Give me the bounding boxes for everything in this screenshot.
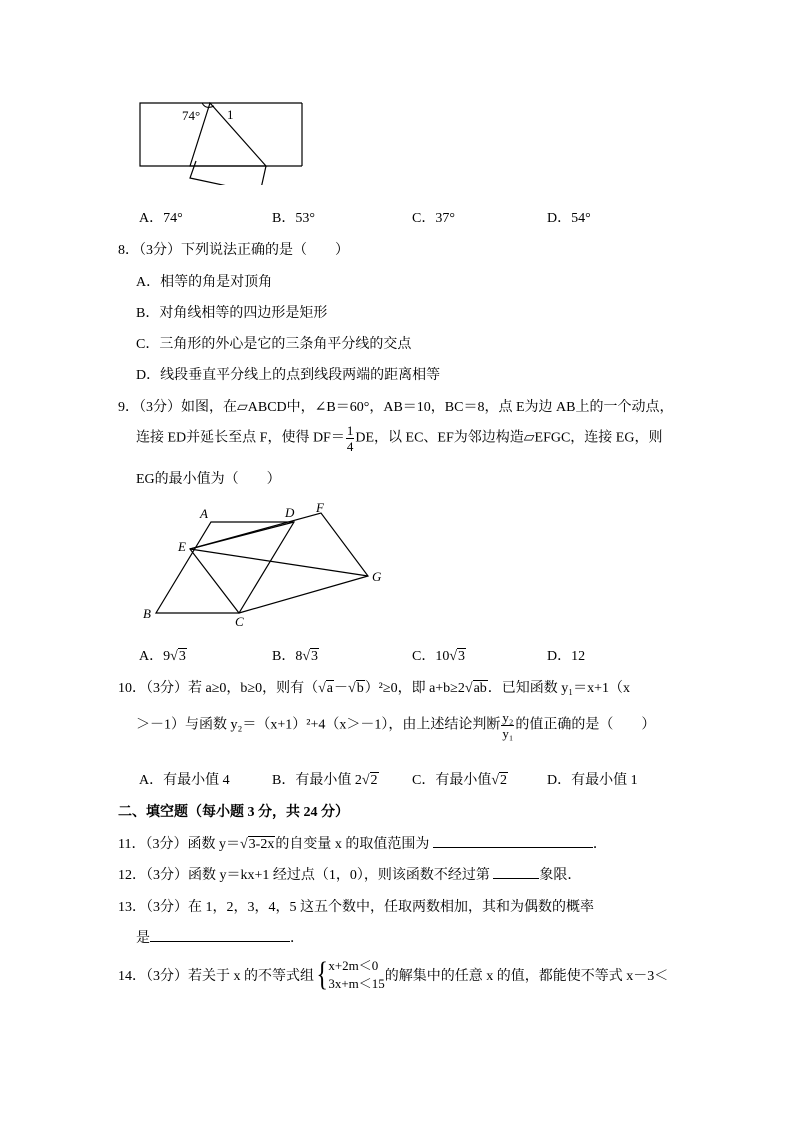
q7-option-c: C．37° <box>412 211 455 226</box>
q14-line: 14．（3分）若关于 x 的不等式组{ x+2m＜0 3x+m＜15 的解集中的任意 x 的值，都能使不等式 x－3＜ <box>118 956 669 993</box>
q10-line2: ＞－1）与函数 y₂＝（x+1）²+4（x＞－1），由上述结论判断 $\frac{\text{y₂}}{\text{y₁}}$ 的值正确的是（ ） <box>136 710 656 741</box>
q14-brace: { <box>316 956 328 993</box>
q10-option-c: C．有最小值√2 <box>412 773 508 788</box>
strip-outline <box>140 103 302 166</box>
q11-answer-blank[interactable] <box>433 833 593 848</box>
q9-line1: 9．（3分）如图，在▱ABCD中，∠B＝60°，AB＝10，BC＝8，点 E为边 AB上的一个动点， <box>118 400 674 415</box>
q11-line: 11．（3分）函数 y＝√3-2x的自变量 x 的取值范围为 ． <box>118 833 607 853</box>
label-g: G <box>372 569 382 584</box>
q12-answer-blank[interactable] <box>493 864 539 879</box>
q10-fraction: $\frac{\text{y₂}}{\text{y₁}}$ <box>502 710 514 741</box>
angle-74-label: 74° <box>182 108 201 123</box>
q7-option-b: B．53° <box>272 211 315 226</box>
q9-option-a: A．9√3 <box>139 649 186 664</box>
q8-option-b: B．对角线相等的四边形是矩形 <box>136 306 328 321</box>
q9-line2-a: 连接 ED并延长至点 F，使得 DF＝ <box>136 430 345 446</box>
folded-flap <box>190 161 266 185</box>
q14-system: x+2m＜0 3x+m＜15 <box>328 958 385 991</box>
segment-eg <box>190 549 368 576</box>
q7-figure <box>130 95 315 185</box>
q7-option-a: A．74° <box>139 211 183 226</box>
label-a: A <box>200 506 208 521</box>
segment-ed <box>190 522 294 549</box>
q8-stem: 8．（3分）下列说法正确的是（ ） <box>118 243 349 258</box>
q10-line1: 10．（3分）若 a≥0，b≥0，则有（√a－√b）²≥0，即 a+b≥2√ab．已知函数 y₁＝x+1（x <box>118 681 631 696</box>
q13-answer-blank[interactable] <box>150 927 290 942</box>
q9-line2-b: DE，以 EC、EF为邻边构造▱EFGC，连接 EG，则 <box>355 430 663 446</box>
q10-option-a: A．有最小值 4 <box>139 773 230 788</box>
label-f: F <box>316 500 324 515</box>
label-b: B <box>143 606 151 621</box>
q10-option-d: D．有最小值 1 <box>547 773 638 788</box>
q9-fraction: $\frac{1}{4}$ <box>346 423 354 454</box>
q9-line3: EG的最小值为（ ） <box>136 472 281 487</box>
q9-line2 <box>136 424 662 453</box>
q8-option-a: A．相等的角是对顶角 <box>136 275 273 290</box>
q8-option-d: D．线段垂直平分线上的点到线段两端的距离相等 <box>136 368 441 383</box>
label-c: C <box>235 614 244 629</box>
q8-option-c: C．三角形的外心是它的三条角平分线的交点 <box>136 337 412 352</box>
q9-option-b: B．8√3 <box>272 649 319 664</box>
q12-line: 12．（3分）函数 y＝kx+1 经过点（1，0），则该函数不经过第 象限． <box>118 864 581 884</box>
q9-figure <box>138 500 398 630</box>
label-e: E <box>178 539 186 554</box>
q7-option-d: D．54° <box>547 211 591 226</box>
q13-line1: 13．（3分）在 1，2，3，4，5 这五个数中，任取两数相加，其和为偶数的概率 <box>118 900 594 915</box>
section2-title: 二、填空题（每小题 3 分，共 24 分） <box>118 805 349 820</box>
q10-option-b: B．有最小值 2√2 <box>272 773 378 788</box>
q13-line2: 是 ． <box>136 927 304 947</box>
angle-1-label: 1 <box>227 107 234 122</box>
q9-option-c: C．10√3 <box>412 649 466 664</box>
label-d: D <box>285 505 295 520</box>
q9-option-d: D．12 <box>547 649 586 664</box>
parallelogram-abcd <box>156 522 294 613</box>
